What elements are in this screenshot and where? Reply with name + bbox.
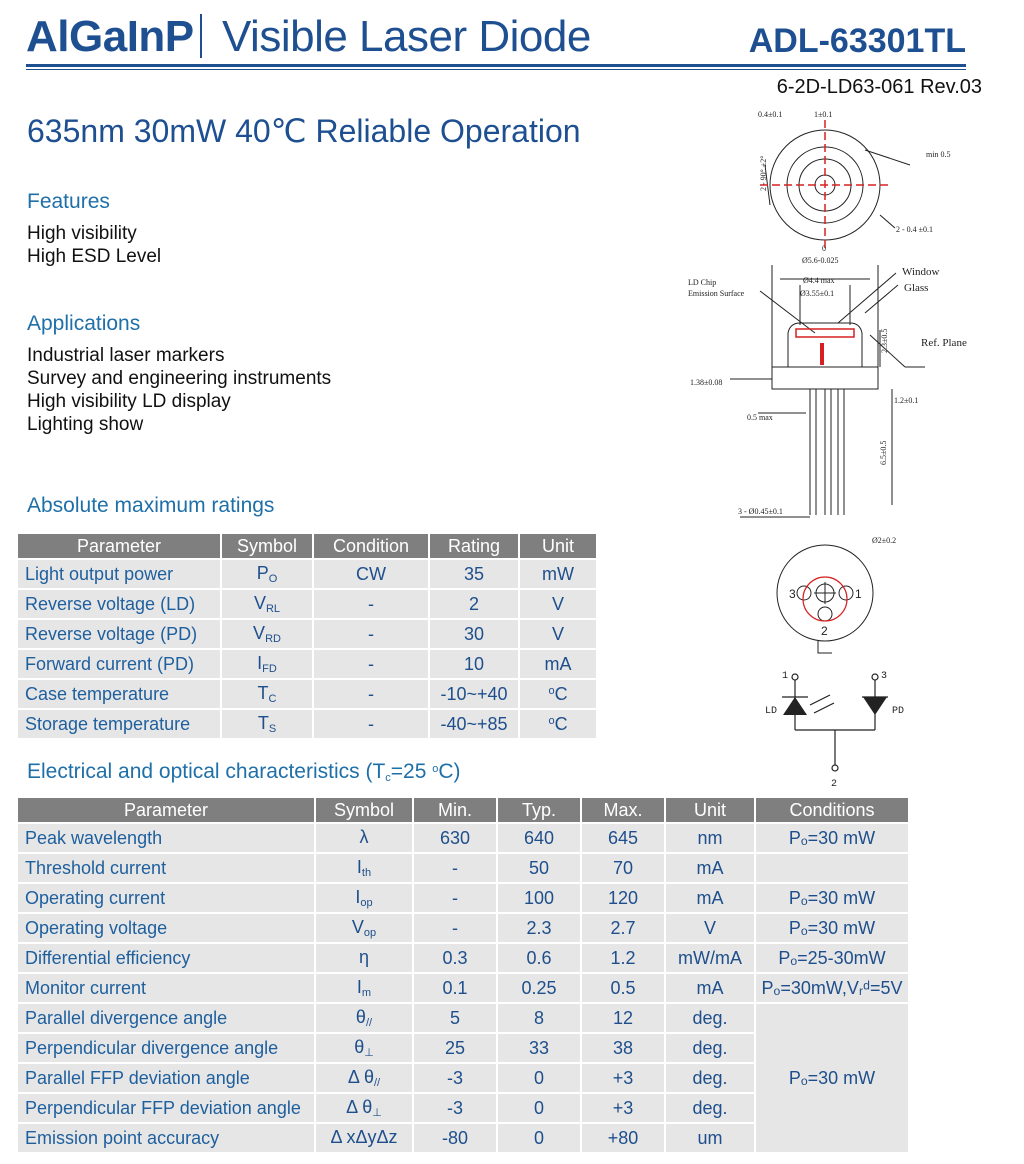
- rating-cell: 2: [430, 590, 518, 618]
- symbol-main: Δ θ: [346, 1097, 373, 1117]
- unit-cell: [520, 560, 596, 588]
- max-cell: +3: [582, 1064, 664, 1092]
- rating-cell: 10: [430, 650, 518, 678]
- features-list: [27, 222, 161, 268]
- symbol-sub: op: [363, 927, 377, 939]
- symbol-main: θ: [354, 1037, 365, 1057]
- min-cell: 25: [414, 1034, 496, 1062]
- column-header: Parameter: [18, 798, 314, 822]
- circuit-label: PD: [892, 706, 905, 717]
- rating-cell: 35: [430, 560, 518, 588]
- param-cell: Light output power: [18, 560, 220, 588]
- dim-label: 1.38±0.08: [690, 378, 723, 387]
- symbol-sub: S: [268, 723, 277, 735]
- max-cell: 38: [582, 1034, 664, 1062]
- min-cell: -3: [414, 1094, 496, 1122]
- symbol-cell: [316, 944, 412, 972]
- conditions-cell-merged: Pₒ=30 mW: [756, 1004, 908, 1152]
- circuit-label: LD: [765, 706, 778, 717]
- symbol-cell: [316, 1034, 412, 1062]
- eo-heading: [27, 760, 461, 784]
- symbol-cell: [222, 650, 312, 678]
- param-cell: Monitor current: [18, 974, 314, 1002]
- min-cell: -: [414, 884, 496, 912]
- symbol-cell: [316, 884, 412, 912]
- symbol-cell: [316, 1064, 412, 1092]
- symbol-sub: op: [360, 897, 373, 909]
- symbol-main: T: [257, 713, 269, 733]
- dim-label: 0.5 max: [747, 413, 773, 422]
- max-cell: 70: [582, 854, 664, 882]
- symbol-sub: ⊥: [364, 1047, 374, 1059]
- typ-cell: 100: [498, 884, 580, 912]
- eo-title-part: Electrical and optical characteristics (T: [27, 760, 386, 783]
- symbol-sub: //: [365, 1017, 373, 1029]
- condition-cell: -: [314, 620, 428, 648]
- column-header: Unit: [520, 534, 596, 558]
- dim-label: Ø4.4 max: [803, 276, 835, 285]
- table-row: [18, 650, 596, 678]
- rating-cell: -10~+40: [430, 680, 518, 708]
- column-header: Symbol: [222, 534, 312, 558]
- applications-heading: Applications: [27, 312, 141, 335]
- column-header: Conditions: [756, 798, 908, 822]
- symbol-main: Δ θ: [347, 1067, 374, 1087]
- symbol-main: I: [257, 653, 263, 673]
- dim-label: 2 - 0.4 ±0.1: [896, 225, 934, 234]
- dim-label: 3 - Ø0.45±0.1: [738, 507, 783, 516]
- drawing-label: Ref. Plane: [921, 337, 967, 349]
- symbol-cell: [316, 974, 412, 1002]
- unit-cell: nm: [666, 824, 754, 852]
- unit-cell: mA: [666, 854, 754, 882]
- symbol-cell: [316, 914, 412, 942]
- symbol-main: I: [356, 857, 362, 877]
- dim-label: Ø2±0.2: [872, 536, 897, 545]
- unit-cell: [520, 650, 596, 678]
- unit-cell: [520, 680, 596, 708]
- unit-cell: [520, 620, 596, 648]
- symbol-main: I: [356, 977, 362, 997]
- max-cell: 120: [582, 884, 664, 912]
- param-cell: Emission point accuracy: [18, 1124, 314, 1152]
- list-item: Lighting show: [27, 414, 144, 435]
- symbol-cell: [316, 854, 412, 882]
- pin-label: 2: [821, 624, 828, 638]
- param-cell: Operating voltage: [18, 914, 314, 942]
- abs-max-heading: Absolute maximum ratings: [27, 494, 275, 517]
- symbol-cell: [222, 680, 312, 708]
- table-row: [18, 884, 908, 912]
- list-item: High visibility: [27, 223, 137, 244]
- title-divider: [200, 14, 202, 58]
- table-row: [18, 914, 908, 942]
- column-header: Symbol: [316, 798, 412, 822]
- unit-cell: deg.: [666, 1064, 754, 1092]
- dim-label: 1.2±0.1: [894, 396, 919, 405]
- min-cell: -3: [414, 1064, 496, 1092]
- min-cell: 5: [414, 1004, 496, 1032]
- unit-text: C: [554, 713, 568, 734]
- product-type-title: Visible Laser Diode: [222, 12, 591, 61]
- unit-sup: o: [548, 714, 555, 727]
- model-number: ADL-63301TL: [748, 22, 966, 60]
- symbol-main: θ: [355, 1007, 366, 1027]
- header-flange: [772, 367, 878, 389]
- param-cell: Perpendicular divergence angle: [18, 1034, 314, 1062]
- list-item: High visibility LD display: [27, 391, 231, 412]
- column-header: Min.: [414, 798, 496, 822]
- param-cell: Threshold current: [18, 854, 314, 882]
- min-cell: 0.3: [414, 944, 496, 972]
- list-item: Industrial laser markers: [27, 345, 225, 366]
- unit-cell: mW/mA: [666, 944, 754, 972]
- max-cell: 645: [582, 824, 664, 852]
- list-item: Survey and engineering instruments: [27, 368, 332, 389]
- unit-cell: mA: [666, 884, 754, 912]
- unit-text: mW: [542, 563, 574, 584]
- dim-label: 0.4±0.1: [758, 110, 783, 119]
- symbol-cell: [316, 824, 412, 852]
- conditions-cell: Pₒ=30 mW: [756, 884, 908, 912]
- symbol-sub: m: [361, 987, 372, 999]
- symbol-main: I: [355, 887, 361, 907]
- drawing-label: LD Chip: [688, 278, 717, 287]
- symbol-sub: //: [373, 1077, 381, 1089]
- table-header-row: [18, 534, 596, 558]
- eo-title-part: =25: [390, 760, 433, 783]
- conditions-cell: Pₒ=25-30mW: [756, 944, 908, 972]
- abs-max-table: [16, 532, 598, 740]
- eo-table: [16, 796, 910, 1154]
- max-cell: +3: [582, 1094, 664, 1122]
- dim-label: 1±0.1: [814, 110, 833, 119]
- unit-cell: V: [666, 914, 754, 942]
- min-cell: -: [414, 854, 496, 882]
- ld-diode-icon: [783, 697, 807, 715]
- max-cell: 0.5: [582, 974, 664, 1002]
- min-cell: -80: [414, 1124, 496, 1152]
- unit-sup: o: [548, 684, 555, 697]
- param-cell: Storage temperature: [18, 710, 220, 738]
- typ-cell: 2.3: [498, 914, 580, 942]
- param-cell: Case temperature: [18, 680, 220, 708]
- symbol-sub: O: [268, 573, 278, 585]
- features-heading: Features: [27, 190, 110, 213]
- applications-list: [27, 344, 331, 436]
- table-row: [18, 710, 596, 738]
- table-row: [18, 854, 908, 882]
- symbol-main: V: [253, 623, 266, 643]
- dim-label: 0: [822, 244, 826, 253]
- symbol-main: V: [351, 917, 364, 937]
- circuit-label: 3: [881, 671, 888, 682]
- header-rule: [26, 64, 966, 67]
- symbol-main: η: [358, 947, 369, 967]
- typ-cell: 0.25: [498, 974, 580, 1002]
- param-cell: Differential efficiency: [18, 944, 314, 972]
- min-cell: 0.1: [414, 974, 496, 1002]
- header-rule-thin: [26, 69, 966, 70]
- typ-cell: 0: [498, 1124, 580, 1152]
- dim-label: min 0.5: [926, 150, 951, 159]
- param-cell: Peak wavelength: [18, 824, 314, 852]
- column-header: Parameter: [18, 534, 220, 558]
- drawing-label: Emission Surface: [688, 289, 745, 298]
- symbol-sub: th: [361, 867, 372, 879]
- typ-cell: 50: [498, 854, 580, 882]
- rating-cell: 30: [430, 620, 518, 648]
- unit-text: mA: [544, 653, 572, 674]
- conditions-cell: Pₒ=30 mW: [756, 914, 908, 942]
- conditions-cell: Pₒ=30 mW: [756, 824, 908, 852]
- symbol-main: T: [257, 683, 269, 703]
- symbol-cell: [316, 1094, 412, 1122]
- param-cell: Reverse voltage (LD): [18, 590, 220, 618]
- symbol-cell: [222, 620, 312, 648]
- max-cell: +80: [582, 1124, 664, 1152]
- param-cell: Operating current: [18, 884, 314, 912]
- unit-cell: deg.: [666, 1094, 754, 1122]
- rating-cell: -40~+85: [430, 710, 518, 738]
- list-item: High ESD Level: [27, 246, 162, 267]
- column-header: Max.: [582, 798, 664, 822]
- table-header-row: [18, 798, 908, 822]
- pd-diode-icon: [863, 697, 887, 715]
- unit-text: C: [554, 683, 568, 704]
- unit-text: V: [551, 623, 564, 644]
- table-row: [18, 1004, 908, 1032]
- unit-cell: um: [666, 1124, 754, 1152]
- pin-label: 3: [789, 587, 796, 601]
- package-drawing: [680, 105, 980, 795]
- column-header: Rating: [430, 534, 518, 558]
- dim-label: 6.5±0.5: [879, 440, 888, 465]
- table-row: [18, 680, 596, 708]
- condition-cell: -: [314, 650, 428, 678]
- param-cell: Parallel FFP deviation angle: [18, 1064, 314, 1092]
- column-header: Unit: [666, 798, 754, 822]
- max-cell: 2.7: [582, 914, 664, 942]
- typ-cell: 8: [498, 1004, 580, 1032]
- table-row: [18, 824, 908, 852]
- conditions-cell: [756, 854, 908, 882]
- unit-cell: deg.: [666, 1004, 754, 1032]
- symbol-sub: ⊥: [372, 1107, 382, 1119]
- eo-title-part: C): [438, 760, 461, 783]
- dim-label: Ø5.6-0.025: [802, 256, 839, 265]
- param-cell: Perpendicular FFP deviation angle: [18, 1094, 314, 1122]
- drawing-label: Glass: [904, 282, 929, 294]
- symbol-cell: [222, 590, 312, 618]
- table-row: [18, 590, 596, 618]
- circuit-label: 1: [782, 671, 789, 682]
- unit-cell: [520, 590, 596, 618]
- column-header: Condition: [314, 534, 428, 558]
- symbol-cell: [222, 560, 312, 588]
- condition-cell: CW: [314, 560, 428, 588]
- typ-cell: 33: [498, 1034, 580, 1062]
- typ-cell: 0: [498, 1064, 580, 1092]
- dim-label: 2.3±0.5: [880, 328, 889, 353]
- page-subtitle: 635nm 30mW 40℃ Reliable Operation: [27, 113, 581, 149]
- min-cell: -: [414, 914, 496, 942]
- condition-cell: -: [314, 680, 428, 708]
- typ-cell: 0: [498, 1094, 580, 1122]
- document-number: 6-2D-LD63-061 Rev.03: [776, 76, 982, 98]
- min-cell: 630: [414, 824, 496, 852]
- symbol-main: λ: [359, 827, 369, 847]
- typ-cell: 640: [498, 824, 580, 852]
- dim-label: 2 - 90° ±2°: [759, 155, 768, 191]
- symbol-sub: RD: [265, 633, 281, 645]
- table-row: [18, 620, 596, 648]
- param-cell: Forward current (PD): [18, 650, 220, 678]
- symbol-sub: FD: [262, 663, 277, 675]
- symbol-sub: RL: [265, 603, 281, 615]
- max-cell: 1.2: [582, 944, 664, 972]
- unit-cell: mA: [666, 974, 754, 1002]
- symbol-cell: [222, 710, 312, 738]
- max-cell: 12: [582, 1004, 664, 1032]
- symbol-main: Δ xΔyΔz: [330, 1127, 398, 1147]
- unit-text: V: [551, 593, 564, 614]
- table-row: [18, 944, 908, 972]
- circuit-label: 2: [831, 779, 838, 790]
- param-cell: Parallel divergence angle: [18, 1004, 314, 1032]
- condition-cell: -: [314, 710, 428, 738]
- dim-label: Ø3.55±0.1: [800, 289, 835, 298]
- param-cell: Reverse voltage (PD): [18, 620, 220, 648]
- conditions-cell: Pₒ=30mW,Vᵣᵈ=5V: [756, 974, 908, 1002]
- drawing-label: Window: [902, 266, 940, 278]
- table-row: [18, 974, 908, 1002]
- symbol-main: V: [253, 593, 266, 613]
- symbol-cell: [316, 1124, 412, 1152]
- typ-cell: 0.6: [498, 944, 580, 972]
- eo-title-sup: o: [432, 763, 439, 775]
- condition-cell: -: [314, 590, 428, 618]
- table-row: [18, 560, 596, 588]
- material-title: AlGaInP: [26, 12, 194, 61]
- symbol-main: P: [256, 563, 269, 583]
- unit-cell: deg.: [666, 1034, 754, 1062]
- column-header: Typ.: [498, 798, 580, 822]
- symbol-sub: C: [268, 693, 277, 705]
- unit-cell: [520, 710, 596, 738]
- symbol-cell: [316, 1004, 412, 1032]
- eo-title-sub: c: [385, 772, 391, 784]
- pin-label: 1: [855, 587, 862, 601]
